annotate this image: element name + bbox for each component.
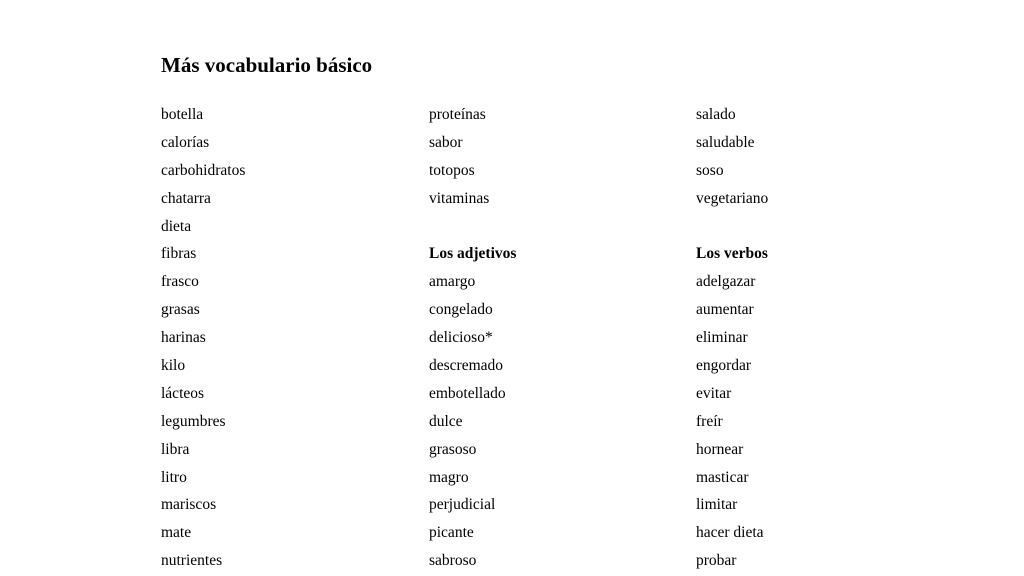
- word-item: masticar: [696, 468, 749, 486]
- word-item: evitar: [696, 384, 732, 402]
- word-item: lácteos: [161, 384, 205, 402]
- word-item: picante: [429, 524, 474, 542]
- word-item: probar: [696, 552, 737, 570]
- word-item: grasas: [161, 301, 200, 319]
- word-item: hacer dieta: [696, 524, 764, 542]
- word-item: calorías: [161, 133, 210, 151]
- word-item: descremado: [429, 357, 504, 375]
- word-item: eliminar: [696, 329, 748, 347]
- word-item: libra: [161, 440, 190, 458]
- word-item: aumentar: [696, 301, 754, 319]
- word-item: adelgazar: [696, 273, 756, 291]
- word-item: dieta: [161, 217, 192, 235]
- page-title: Más vocabulario básico: [161, 53, 373, 77]
- word-item: botella: [161, 106, 204, 123]
- word-item: perjudicial: [429, 496, 496, 514]
- word-item: mariscos: [161, 496, 217, 514]
- section-heading-verbs: Los verbos: [696, 245, 768, 263]
- word-item: grasoso: [429, 440, 477, 458]
- word-item: carbohidratos: [161, 161, 246, 179]
- word-item: soso: [696, 161, 724, 179]
- word-item: dulce: [429, 412, 463, 430]
- word-item: hornear: [696, 440, 744, 458]
- word-column-3: [696, 101, 768, 575]
- word-item: vitaminas: [429, 189, 490, 207]
- word-column-2: [429, 101, 516, 575]
- word-item: fibras: [161, 245, 197, 263]
- word-item: proteínas: [429, 106, 486, 123]
- word-item: congelado: [429, 301, 493, 319]
- word-item: freír: [696, 412, 723, 430]
- word-item: saludable: [696, 133, 755, 151]
- word-item: harinas: [161, 329, 206, 347]
- word-item: sabroso: [429, 552, 477, 570]
- word-item: limitar: [696, 496, 738, 514]
- word-column-1: [161, 101, 245, 575]
- column-spacer: [696, 213, 768, 241]
- word-item: magro: [429, 468, 469, 486]
- word-item: mate: [161, 524, 192, 542]
- word-item: frasco: [161, 273, 199, 291]
- section-heading-adjectives: Los adjetivos: [429, 245, 517, 263]
- word-item: amargo: [429, 273, 476, 291]
- word-item: nutrientes: [161, 552, 223, 570]
- column-spacer: [429, 213, 516, 241]
- word-item: embotellado: [429, 384, 506, 402]
- word-item: sabor: [429, 133, 463, 151]
- word-item: chatarra: [161, 189, 211, 207]
- word-item: delicioso*: [429, 329, 493, 347]
- word-item: salado: [696, 106, 736, 123]
- word-item: totopos: [429, 161, 475, 179]
- word-item: engordar: [696, 357, 752, 375]
- word-item: kilo: [161, 357, 186, 375]
- word-item: legumbres: [161, 412, 226, 430]
- word-item: vegetariano: [696, 189, 769, 207]
- word-item: litro: [161, 468, 187, 486]
